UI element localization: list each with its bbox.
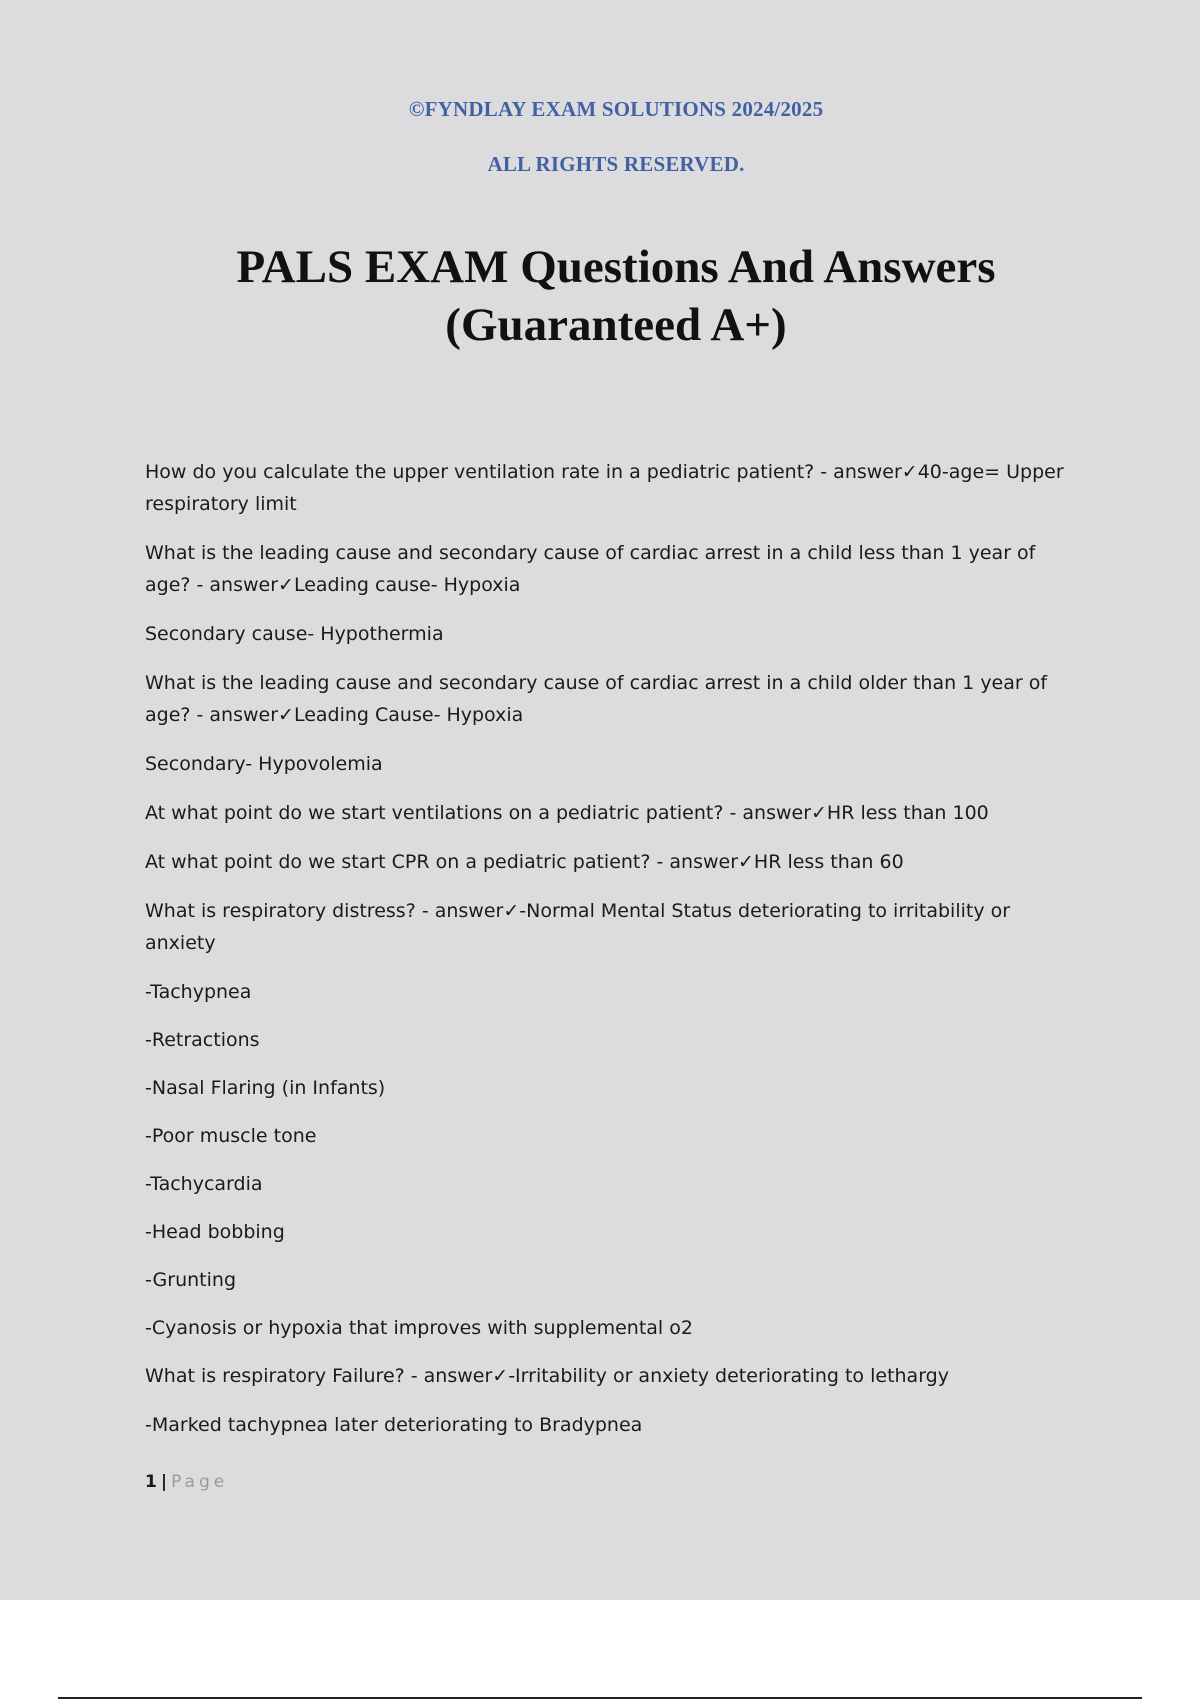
- page-number: 1: [145, 1472, 157, 1492]
- list-item: -Cyanosis or hypoxia that improves with supplemental o2: [145, 1317, 693, 1339]
- qa-paragraph: At what point do we start ventilations on a pediatric patient? - answer✓HR less than 100: [145, 802, 989, 824]
- rights-reserved-header: ALL RIGHTS RESERVED.: [487, 152, 745, 176]
- list-item: -Grunting: [145, 1269, 237, 1291]
- qa-paragraph: Secondary cause- Hypothermia: [145, 623, 444, 645]
- list-item: -Marked tachypnea later deteriorating to Bradypnea: [145, 1414, 643, 1436]
- title-line-1: PALS EXAM Questions And Answers: [236, 241, 996, 293]
- qa-paragraph: At what point do we start CPR on a pediatric patient? - answer✓HR less than 60: [145, 851, 904, 873]
- list-item: -Poor muscle tone: [145, 1125, 317, 1147]
- bottom-divider: [58, 1697, 1142, 1699]
- footer-separator: |: [160, 1472, 168, 1492]
- qa-paragraph: What is respiratory distress? - answer✓-Normal Mental Status deteriorating to irritability or anxiety: [145, 900, 1011, 954]
- qa-paragraph: What is the leading cause and secondary cause of cardiac arrest in a child less than 1 year of age? - answer✓Leading cause- Hypoxia: [145, 542, 1036, 596]
- qa-paragraph: What is the leading cause and secondary cause of cardiac arrest in a child older than 1 year of age? - answer✓Leading Cause- Hypoxia: [145, 672, 1048, 726]
- copyright-header: ©FYNDLAY EXAM SOLUTIONS 2024/2025: [408, 97, 824, 121]
- page-label: Page: [171, 1472, 229, 1492]
- document-title: [0, 238, 1200, 354]
- page-footer: [145, 1472, 228, 1492]
- list-item: -Tachypnea: [145, 981, 252, 1003]
- list-item: -Tachycardia: [145, 1173, 263, 1195]
- list-item: -Head bobbing: [145, 1221, 285, 1243]
- qa-paragraph: How do you calculate the upper ventilation rate in a pediatric patient? - answer✓40-age= Upper respiratory limit: [145, 461, 1064, 515]
- title-line-2: (Guaranteed A+): [445, 299, 787, 351]
- qa-content: [145, 456, 1080, 1458]
- qa-paragraph: What is respiratory Failure? - answer✓-Irritability or anxiety deteriorating to lethargy: [145, 1365, 949, 1387]
- qa-paragraph: Secondary- Hypovolemia: [145, 753, 383, 775]
- list-item: -Retractions: [145, 1029, 260, 1051]
- list-item: -Nasal Flaring (in Infants): [145, 1077, 386, 1099]
